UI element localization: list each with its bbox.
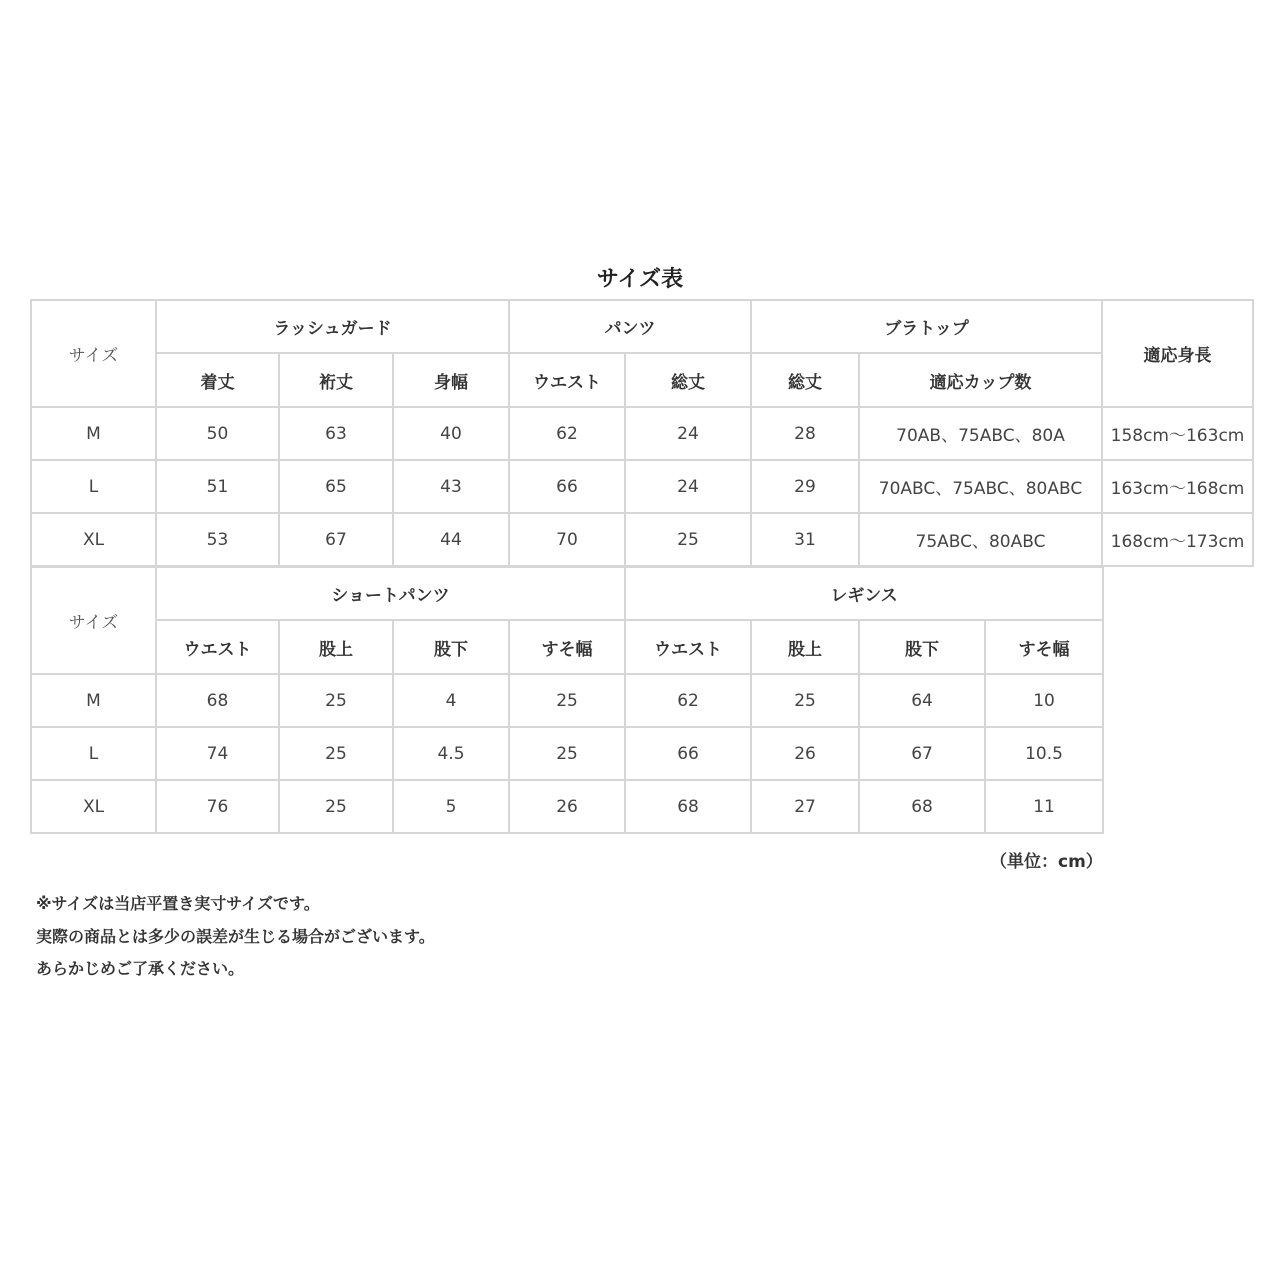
table-row [31,460,1253,513]
value-cell: 163cm～168cm [1102,460,1253,513]
value-cell: 26 [509,780,625,833]
value-cell: 40 [393,407,509,460]
value-cell: 4 [393,674,509,727]
value-cell: 25 [509,674,625,727]
table-row [31,674,1103,727]
value-cell: 26 [751,727,859,780]
value-cell: 75ABC、80ABC [859,513,1102,566]
value-cell: 25 [279,727,393,780]
page-title: サイズ表 [596,267,684,292]
value-cell: 5 [393,780,509,833]
group-header-shortpants: ショートパンツ [156,567,625,620]
value-cell: 25 [509,727,625,780]
column-header: ウエスト [509,353,625,407]
value-cell: 25 [279,674,393,727]
column-header: 総丈 [751,353,859,407]
column-header: 着丈 [156,353,279,407]
value-cell: 44 [393,513,509,566]
size-cell: M [31,407,156,460]
size-cell: L [31,727,156,780]
group-header-leggings: レギンス [625,567,1103,620]
unit-label: （単位：cm） [990,852,1103,872]
column-header: 股下 [393,620,509,674]
size-cell: XL [31,780,156,833]
value-cell: 11 [985,780,1103,833]
value-cell: 63 [279,407,393,460]
value-cell: 70ABC、75ABC、80ABC [859,460,1102,513]
size-cell: L [31,460,156,513]
size-cell: XL [31,513,156,566]
group-header-bratop: ブラトップ [751,300,1102,353]
value-cell: 65 [279,460,393,513]
column-header: 総丈 [625,353,751,407]
table-row [31,727,1103,780]
value-cell: 25 [625,513,751,566]
value-cell: 24 [625,460,751,513]
note-line: 実際の商品とは多少の誤差が生じる場合がございます。 [36,927,435,946]
column-header: 身幅 [393,353,509,407]
size-cell: M [31,674,156,727]
value-cell: 25 [279,780,393,833]
note-line: ※サイズは当店平置き実寸サイズです。 [36,894,320,913]
value-cell: 158cm～163cm [1102,407,1253,460]
value-cell: 51 [156,460,279,513]
value-cell: 27 [751,780,859,833]
column-header: 股上 [279,620,393,674]
value-cell: 70AB、75ABC、80A [859,407,1102,460]
value-cell: 76 [156,780,279,833]
column-header: 股下 [859,620,985,674]
size-table-bottom [30,566,1104,834]
group-header-rashguard: ラッシュガード [156,300,509,353]
value-cell: 29 [751,460,859,513]
group-header-pants: パンツ [509,300,751,353]
value-cell: 50 [156,407,279,460]
value-cell: 43 [393,460,509,513]
value-cell: 53 [156,513,279,566]
value-cell: 74 [156,727,279,780]
column-header: ウエスト [625,620,751,674]
value-cell: 62 [509,407,625,460]
height-header: 適応身長 [1102,300,1253,407]
value-cell: 25 [751,674,859,727]
value-cell: 168cm～173cm [1102,513,1253,566]
value-cell: 24 [625,407,751,460]
value-cell: 68 [859,780,985,833]
value-cell: 66 [625,727,751,780]
value-cell: 64 [859,674,985,727]
column-header: すそ幅 [509,620,625,674]
value-cell: 31 [751,513,859,566]
value-cell: 68 [156,674,279,727]
value-cell: 62 [625,674,751,727]
value-cell: 67 [279,513,393,566]
size-header: サイズ [31,300,156,407]
value-cell: 28 [751,407,859,460]
column-header: すそ幅 [985,620,1103,674]
value-cell: 67 [859,727,985,780]
column-header: 適応カップ数 [859,353,1102,407]
column-header: ウエスト [156,620,279,674]
column-header: 裄丈 [279,353,393,407]
size-table-top [30,299,1254,567]
column-header: 股上 [751,620,859,674]
table-row [31,513,1253,566]
value-cell: 66 [509,460,625,513]
value-cell: 10.5 [985,727,1103,780]
size-header: サイズ [31,567,156,674]
value-cell: 10 [985,674,1103,727]
table-row [31,407,1253,460]
value-cell: 68 [625,780,751,833]
value-cell: 4.5 [393,727,509,780]
table-row [31,780,1103,833]
note-line: あらかじめご了承ください。 [36,959,245,978]
value-cell: 70 [509,513,625,566]
